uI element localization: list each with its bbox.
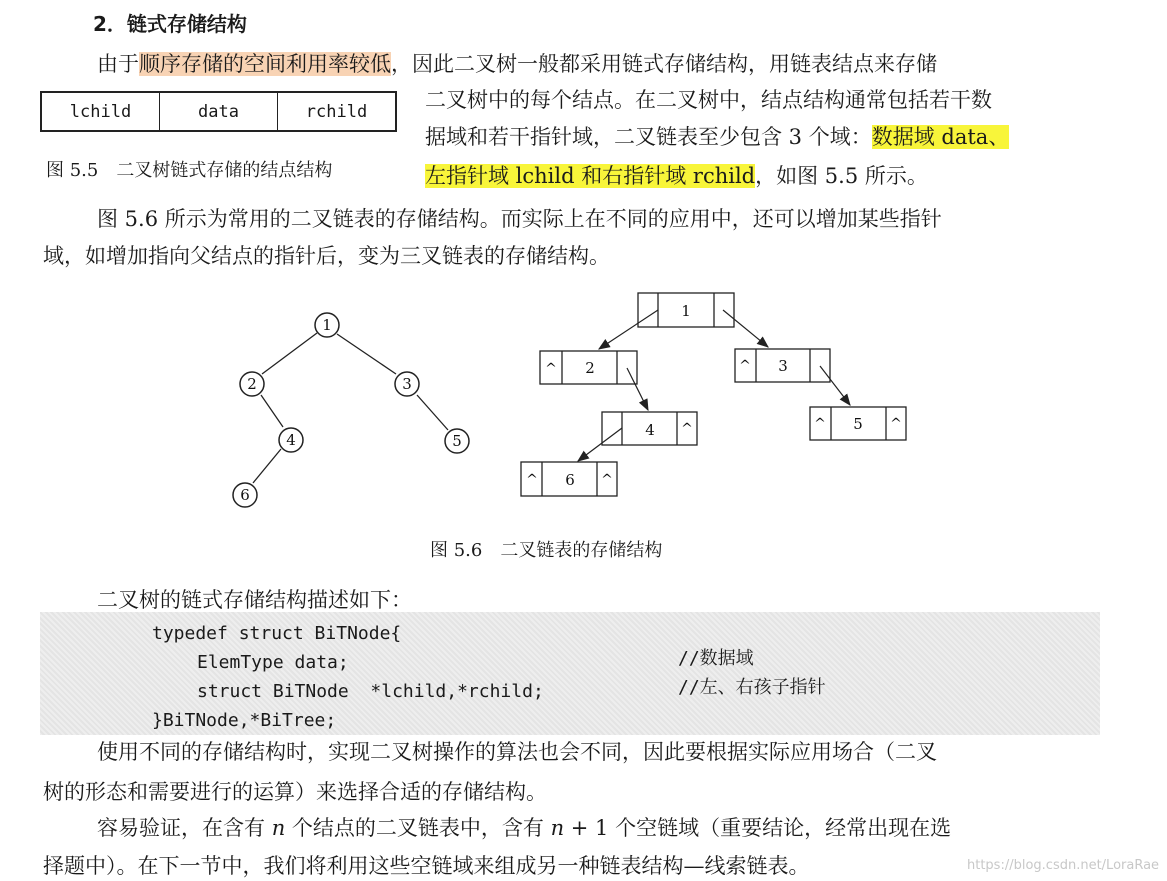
tree-label-2: 2	[247, 375, 257, 393]
rchild-cell: rchild	[305, 101, 368, 122]
watermark: https://blog.csdn.net/LoraRae	[967, 858, 1160, 873]
para3-line2: 树的形态和需要进行的运算）来选择合适的存储结构。	[43, 780, 547, 804]
data-cell: data	[160, 93, 278, 130]
tree-label-4: 4	[286, 431, 296, 449]
para2-line2: 域，如增加指向父结点的指针后，变为三叉链表的存储结构。	[43, 244, 610, 268]
lchild-cell: lchild	[42, 93, 160, 130]
para1-text: ，因此二叉树一般都采用链式存储结构，用链表结点来存储	[391, 52, 937, 76]
highlight-yellow: 数据域 data、	[871, 125, 1010, 149]
null-marker: ^	[526, 472, 538, 488]
para4-line2: 择题中）。在下一节中，我们将利用这些空链域来组成另一种链表结构—线索链表。	[43, 854, 810, 878]
para1-line4	[425, 162, 928, 190]
para1-line2: 二叉树中的每个结点。在二叉树中，结点结构通常包括若干数	[425, 88, 992, 112]
list-label-1: 1	[681, 302, 691, 320]
code-line-3: struct BiTNode *lchild,*rchild;	[197, 681, 544, 702]
para4-text: + 1 个空链域（重要结论，经常出现在选	[564, 816, 952, 840]
code-line-4: }BiTNode,*BiTree;	[152, 710, 337, 731]
null-marker: ^	[681, 421, 693, 437]
highlight-yellow: 左指针域 lchild 和右指针域 rchild	[425, 164, 756, 188]
para1-text: 由于	[97, 52, 139, 76]
list-label-5: 5	[853, 415, 863, 433]
para4-text: 个结点的二叉链表中，含有	[285, 816, 551, 840]
fig56-caption: 图 5.6 二叉链表的存储结构	[430, 540, 663, 561]
tree-label-5: 5	[452, 432, 462, 450]
para1-line3	[425, 123, 1009, 151]
code-line-1: typedef struct BiTNode{	[152, 623, 402, 644]
tree-label-1: 1	[322, 316, 332, 334]
code-line-2: ElemType data;	[197, 652, 349, 673]
null-marker: ^	[890, 416, 902, 432]
section-heading: 2．链式存储结构	[93, 12, 247, 36]
list-label-6: 6	[565, 471, 575, 489]
null-marker: ^	[739, 358, 751, 374]
null-marker: ^	[601, 472, 613, 488]
math-n: n	[271, 816, 286, 840]
null-marker: ^	[814, 416, 826, 432]
para1-line1	[97, 50, 937, 78]
math-n: n	[550, 816, 565, 840]
code-comment-2: //数据域	[678, 648, 754, 669]
para4-text: 容易验证，在含有	[97, 816, 272, 840]
code-comment-3: //左、右孩子指针	[678, 677, 826, 698]
list-label-2: 2	[585, 359, 595, 377]
list-label-3: 3	[778, 357, 788, 375]
fig56-diagram	[0, 280, 1167, 520]
list-label-4: 4	[645, 421, 655, 439]
para1-text: ，如图 5.5 所示。	[755, 164, 928, 188]
tree-edges	[253, 333, 448, 483]
para4-line1	[97, 814, 951, 842]
fig55-caption: 图 5.5 二叉树链式存储的结点结构	[46, 160, 333, 181]
node-structure-table	[40, 91, 397, 132]
para1-text: 据域和若干指针域，二叉链表至少包含 3 个域：	[425, 125, 872, 149]
para3-line1: 使用不同的存储结构时，实现二叉树操作的算法也会不同，因此要根据实际应用场合（二叉	[97, 740, 937, 764]
desc-line: 二叉树的链式存储结构描述如下：	[97, 588, 412, 612]
null-marker: ^	[545, 361, 557, 377]
tree-label-3: 3	[402, 375, 412, 393]
para2-line1: 图 5.6 所示为常用的二叉链表的存储结构。而实际上在不同的应用中，还可以增加某些指针	[97, 207, 942, 231]
highlight-orange: 顺序存储的空间利用率较低	[139, 52, 391, 76]
tree-label-6: 6	[240, 486, 250, 504]
